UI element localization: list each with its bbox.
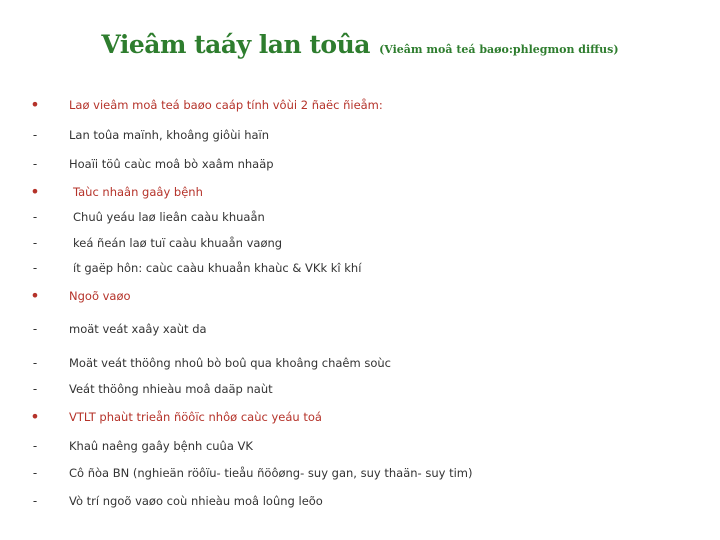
list-item bbox=[0, 257, 720, 279]
list-item-text: keá ñeán laø tuï caàu khuaån vaøng bbox=[73, 236, 283, 250]
list-item bbox=[0, 406, 720, 428]
list-item bbox=[0, 124, 720, 146]
title-main: Vieâm taáy lan toûa bbox=[101, 30, 370, 59]
list-item-text: Moät veát thöông nhoû bò boû qua khoâng chaêm soùc bbox=[69, 356, 391, 370]
list-item-text: Ngoõ vaøo bbox=[69, 289, 131, 303]
list-item-text: Lan toûa maïnh, khoâng giôùi haïn bbox=[69, 128, 270, 142]
dash-marker: - bbox=[32, 128, 38, 142]
dash-marker: - bbox=[32, 439, 38, 453]
list-item-text: Hoaïi töû caùc moâ bò xaâm nhaäp bbox=[69, 157, 274, 171]
list-item bbox=[0, 490, 720, 512]
list-item-text: moät veát xaây xaùt da bbox=[69, 322, 207, 336]
list-item bbox=[0, 435, 720, 457]
list-item bbox=[0, 94, 720, 116]
list-item-text: Laø vieâm moâ teá baøo caáp tính vôùi 2 ñaëc ñieåm: bbox=[69, 98, 383, 112]
list-item-text: Khaû naêng gaây bệnh cuûa VK bbox=[69, 439, 253, 453]
list-item-text: Veát thöông nhieàu moâ daäp naùt bbox=[69, 382, 273, 396]
list-item-text: ít gaëp hôn: caùc caàu khuaån khaùc & VKk kî khí bbox=[73, 261, 362, 275]
list-item bbox=[0, 232, 720, 254]
list-item bbox=[0, 206, 720, 228]
list-item-text: Cô ñòa BN (nghieän röôïu- tieåu ñöôøng- suy gan, suy thaän- suy tim) bbox=[69, 466, 473, 480]
list-item bbox=[0, 352, 720, 374]
title-subtitle: (Vieâm moâ teá baøo:phlegmon diffus) bbox=[379, 43, 619, 56]
dash-marker: - bbox=[32, 494, 38, 508]
bullet-marker: • bbox=[30, 407, 40, 426]
list-item bbox=[0, 378, 720, 400]
list-item bbox=[0, 285, 720, 307]
dash-marker: - bbox=[32, 236, 38, 250]
list-item-text: Chuû yeáu laø lieân caàu khuaån bbox=[73, 210, 265, 224]
bullet-marker: • bbox=[30, 182, 40, 201]
list-item-text: Taùc nhaân gaây bệnh bbox=[73, 185, 203, 199]
bullet-marker: • bbox=[30, 286, 40, 305]
dash-marker: - bbox=[32, 382, 38, 396]
dash-marker: - bbox=[32, 157, 38, 171]
dash-marker: - bbox=[32, 466, 38, 480]
dash-marker: - bbox=[32, 356, 38, 370]
dash-marker: - bbox=[32, 261, 38, 275]
list-item-text: Vò trí ngoõ vaøo coù nhieàu moâ loûng leõo bbox=[69, 494, 323, 508]
list-item bbox=[0, 318, 720, 340]
dash-marker: - bbox=[32, 322, 38, 336]
list-item bbox=[0, 153, 720, 175]
list-item bbox=[0, 181, 720, 203]
bullet-marker: • bbox=[30, 95, 40, 114]
list-item-text: VTLT phaùt trieån ñöôïc nhôø caùc yeáu toá bbox=[69, 410, 322, 424]
dash-marker: - bbox=[32, 210, 38, 224]
list-item bbox=[0, 462, 720, 484]
